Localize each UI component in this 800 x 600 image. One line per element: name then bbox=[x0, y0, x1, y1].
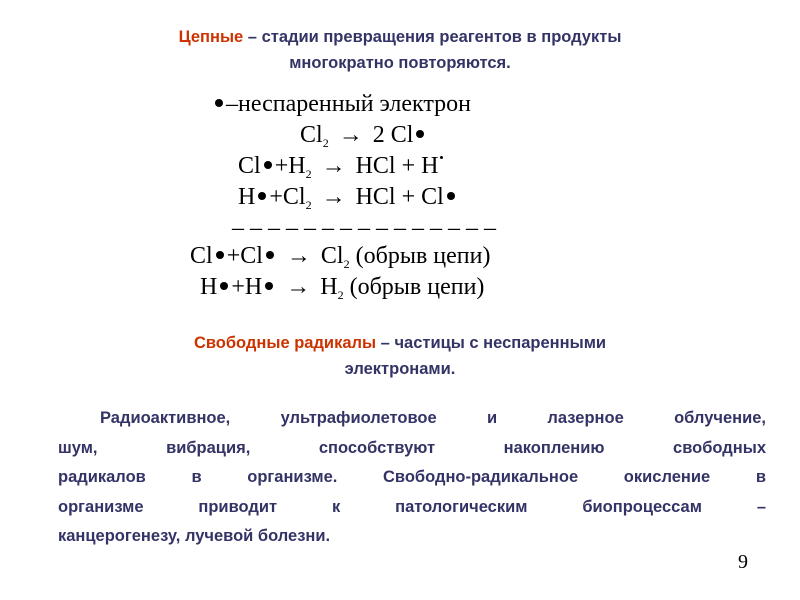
equation-initiation bbox=[150, 121, 780, 149]
formula-h2: H bbox=[320, 274, 338, 300]
radical-dot-icon bbox=[416, 130, 424, 138]
paragraph-line: канцерогенезу, лучевой болезни. bbox=[58, 527, 331, 545]
radical-dot-icon bbox=[215, 99, 223, 107]
paragraph-line: шум, вибрация, способствуют накоплению свободных bbox=[58, 438, 766, 457]
radical-dot-icon bbox=[265, 282, 273, 290]
formula-h: H bbox=[200, 274, 218, 300]
arrow-icon: → bbox=[338, 122, 363, 148]
radical-dot-icon bbox=[258, 192, 266, 200]
formula-hcl: HCl bbox=[355, 153, 396, 179]
subscript: 2 bbox=[343, 257, 350, 271]
subscript: 2 bbox=[337, 288, 344, 302]
unpaired-electron-legend bbox=[150, 90, 692, 118]
paragraph-line: Радиоактивное, ультрафиолетовое и лазерное облучение, bbox=[100, 409, 766, 427]
paragraph-line: радикалов в организме. Свободно-радикальное окисление в bbox=[58, 468, 766, 486]
paragraph-line: организме приводит к патологическим биопроцессам – bbox=[58, 497, 766, 516]
formula-h: H bbox=[421, 153, 439, 179]
formula-cl: Cl bbox=[238, 153, 261, 179]
formula-cl: Cl bbox=[240, 243, 263, 269]
arrow-icon: → bbox=[286, 274, 311, 300]
subscript: 2 bbox=[305, 167, 312, 181]
equation-propagation-2 bbox=[150, 183, 718, 211]
plus-sign: + bbox=[401, 184, 416, 210]
formula-cl: Cl bbox=[190, 243, 213, 269]
radical-dot-icon bbox=[216, 251, 224, 259]
chain-definition-text-2: многократно повторяются. bbox=[289, 54, 511, 72]
radical-dot-icon bbox=[264, 161, 272, 169]
equation-termination-1 bbox=[150, 242, 670, 270]
equation-propagation-1 bbox=[150, 152, 718, 180]
formula-h: H bbox=[238, 184, 256, 210]
radicals-definition-text-1: – частицы с неспаренными bbox=[376, 334, 607, 352]
radicals-definition bbox=[60, 330, 740, 382]
formula-h: H bbox=[244, 274, 263, 300]
arrow-icon: → bbox=[286, 243, 311, 269]
chain-definition-text-1: – стадии превращения реагентов в продукты bbox=[243, 28, 622, 46]
subscript: 2 bbox=[322, 136, 329, 150]
coefficient: 2 bbox=[372, 122, 385, 148]
legend-text: –неспаренный электрон bbox=[226, 91, 472, 117]
plus-sign: + bbox=[226, 243, 241, 269]
chain-break-note: (обрыв цепи) bbox=[349, 274, 485, 300]
arrow-icon: → bbox=[321, 184, 346, 210]
formula-cl2: Cl bbox=[300, 122, 323, 148]
radical-dot-icon bbox=[220, 282, 228, 290]
chain-definition bbox=[60, 24, 740, 76]
separator-dashes: – – – – – – – – – – – – – – – bbox=[232, 215, 496, 241]
formula-cl: Cl bbox=[390, 122, 414, 148]
chain-term: Цепные bbox=[178, 28, 244, 46]
formula-hcl: HCl bbox=[355, 184, 396, 210]
radical-dot-icon bbox=[447, 192, 455, 200]
radicals-term: Свободные радикалы bbox=[193, 334, 377, 352]
plus-sign: + bbox=[231, 274, 245, 300]
plus-sign: + bbox=[274, 153, 289, 179]
plus-sign: + bbox=[269, 184, 283, 210]
equation-termination-2 bbox=[150, 273, 680, 301]
formula-cl2: Cl bbox=[282, 184, 306, 210]
page-number: 9 bbox=[738, 551, 748, 573]
body-paragraph bbox=[58, 404, 766, 552]
radical-dot-icon bbox=[440, 156, 443, 159]
subscript: 2 bbox=[305, 198, 312, 212]
arrow-icon: → bbox=[321, 153, 346, 179]
radical-dot-icon bbox=[266, 251, 274, 259]
plus-sign: + bbox=[401, 153, 416, 179]
radicals-definition-text-2: электронами. bbox=[344, 360, 456, 378]
formula-cl: Cl bbox=[421, 184, 444, 210]
chain-break-note: (обрыв цепи) bbox=[355, 243, 491, 269]
formula-h2: H bbox=[288, 153, 306, 179]
formula-cl2: Cl bbox=[320, 243, 344, 269]
